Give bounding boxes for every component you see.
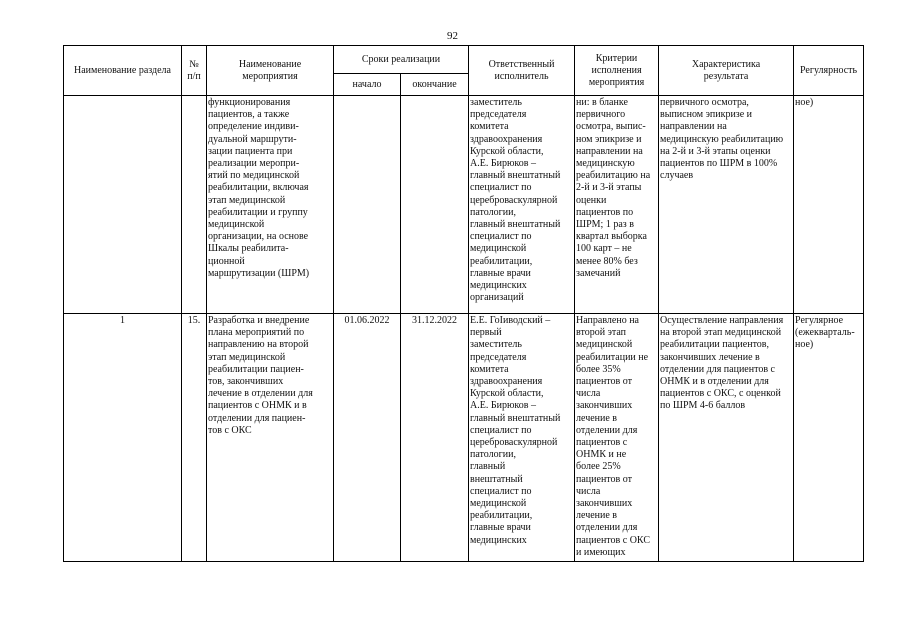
cell-end [401, 96, 469, 314]
cell-event: функционирования пациентов, а также определение индиви- дуальной маршрути- зации пациента при реализации меропри- ятий по медицинской реабилитации, включая этап медицинской реабилитации и группу медицинской организации, на основе Шкалы реабилита- ционной маршрутизации (ШРМ) [207, 96, 334, 314]
cell-responsible: заместитель председателя комитета здравоохранения Курской области, А.Е. Бирюков – главный внештатный специалист по цереброваскулярной патологии, главный внештатный специалист по медицинской реабилитации, главные врачи медицинских организаций [469, 96, 575, 314]
header-result: Характеристика результата [659, 46, 794, 96]
cell-number [182, 96, 207, 314]
cell-regularity: Регулярное (ежекварталь- ное) [794, 314, 864, 562]
cell-result: первичного осмотра, выписном эпикризе и направлении на медицинскую реабилитацию на 2-й и 3-й этапы оценки пациентов по ШРМ в 100% случаев [659, 96, 794, 314]
cell-section: 1 [64, 314, 182, 562]
cell-regularity: ное) [794, 96, 864, 314]
header-section-name: Наименование раздела [64, 46, 182, 96]
page-number: 92 [447, 30, 458, 42]
table-header-row [64, 46, 864, 74]
cell-event: Разработка и внедрение плана мероприятий по направлению на второй этап медицинской реабилитации пациен- тов, закончивших лечение в отделении для пациентов с ОНМК и в отделении для пациен- тов с ОКС [207, 314, 334, 562]
cell-responsible: Е.Е. ГоIиводский – первый заместитель председателя комитета здравоохранения Курской области, А.Е. Бирюков – главный внештатный специалист по цереброваскулярной патологии, главный внештатный специалист по медицинской реабилитации, главные врачи медицинских [469, 314, 575, 562]
header-number: № п/п [182, 46, 207, 96]
header-event-name: Наименование мероприятия [207, 46, 334, 96]
cell-criteria: Направлено на второй этап медицинской реабилитации не более 35% пациентов от числа закончивших лечение в отделении для пациентов с ОНМК и не более 25% пациентов от числа закончивших лечение в отделении для пациентов с ОКС и имеющих [575, 314, 659, 562]
header-regularity: Регулярность [794, 46, 864, 96]
header-criteria: Критерии исполнения мероприятия [575, 46, 659, 96]
table-row [64, 96, 864, 314]
table-row [64, 314, 864, 562]
header-deadlines: Сроки реализации [334, 46, 469, 74]
cell-end: 31.12.2022 [401, 314, 469, 562]
header-responsible: Ответственный исполнитель [469, 46, 575, 96]
cell-criteria: ни: в бланке первичного осмотра, выпис- ном эпикризе и направлении на медицинскую реабилитацию на 2-й и 3-й этапы оценки пациентов по ШРМ; 1 раз в квартал выборка 100 карт – не менее 80% без замечаний [575, 96, 659, 314]
cell-start [334, 96, 401, 314]
cell-number: 15. [182, 314, 207, 562]
header-end: окончание [401, 74, 469, 96]
cell-section [64, 96, 182, 314]
cell-start: 01.06.2022 [334, 314, 401, 562]
cell-result: Осуществление направления на второй этап медицинской реабилитации пациентов, закончивших лечение в отделении для пациентов с ОНМК и в отделении для пациентов с ОКС, с оценкой по ШРМ 4-6 баллов [659, 314, 794, 562]
plan-table [63, 45, 864, 562]
header-start: начало [334, 74, 401, 96]
